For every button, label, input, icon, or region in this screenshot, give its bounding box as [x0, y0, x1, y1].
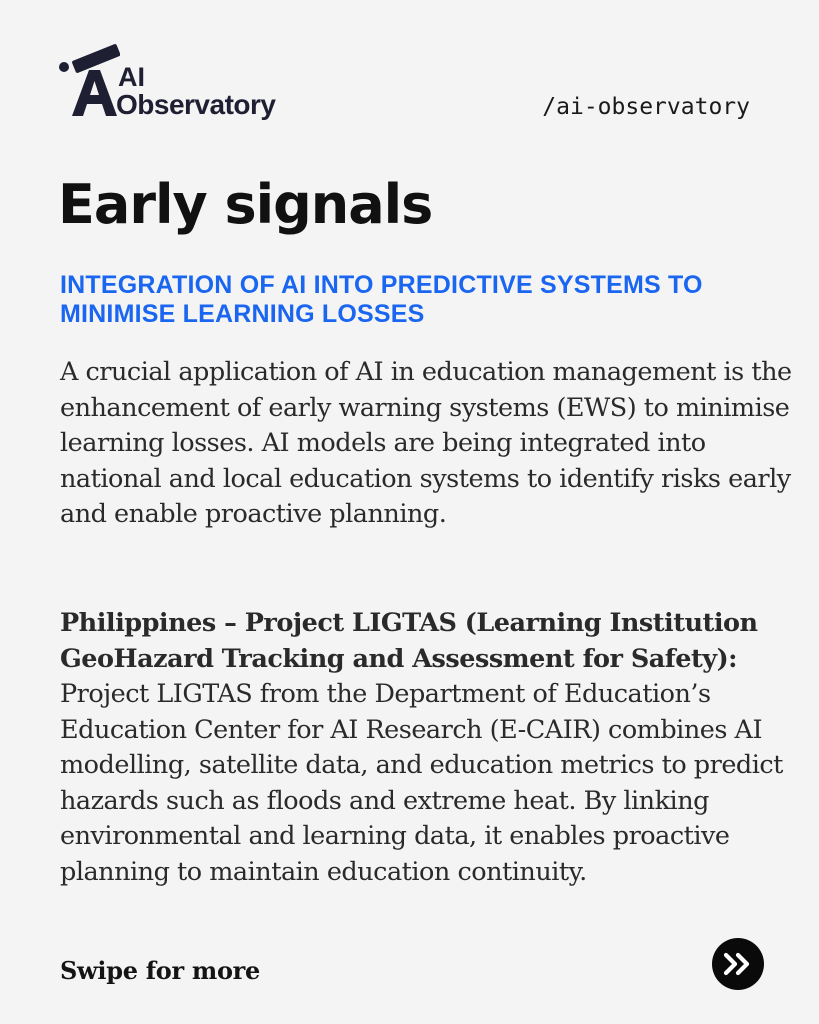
case-study-lead: Philippines – Project LIGTAS (Learning Institution GeoHazard Tracking and Assessment for Safety):: [60, 608, 758, 674]
brand-line2: Observatory: [116, 89, 276, 120]
next-slide-button[interactable]: [712, 938, 764, 990]
page-title: Early signals: [58, 173, 433, 236]
intro-paragraph: A crucial application of AI in education management is the enhancement of early warning systems (EWS) to minimise learning losses. AI models are being integrated into national and local education systems to identify risks early and enable proactive planning.: [60, 357, 792, 529]
brand-wordmark: [116, 64, 275, 119]
double-chevron-right-icon: [723, 952, 753, 976]
telescope-icon: [58, 40, 120, 120]
section-subtitle: INTEGRATION OF AI INTO PREDICTIVE SYSTEMS TO MINIMISE LEARNING LOSSES: [60, 271, 703, 328]
social-handle: /ai-observatory: [542, 94, 750, 120]
brand-logo: [58, 40, 298, 124]
brand-line1: AI: [118, 62, 145, 92]
case-study-body: Project LIGTAS from the Department of Education’s Education Center for AI Research (E-CAIR) combines AI modelling, satellite data, and education metrics to predict hazards such as floods and extreme heat. By linking environmental and learning data, it enables proactive planning to maintain education continuity.: [60, 679, 783, 887]
swipe-hint: Swipe for more: [60, 956, 260, 985]
case-study-paragraph: [60, 606, 805, 890]
